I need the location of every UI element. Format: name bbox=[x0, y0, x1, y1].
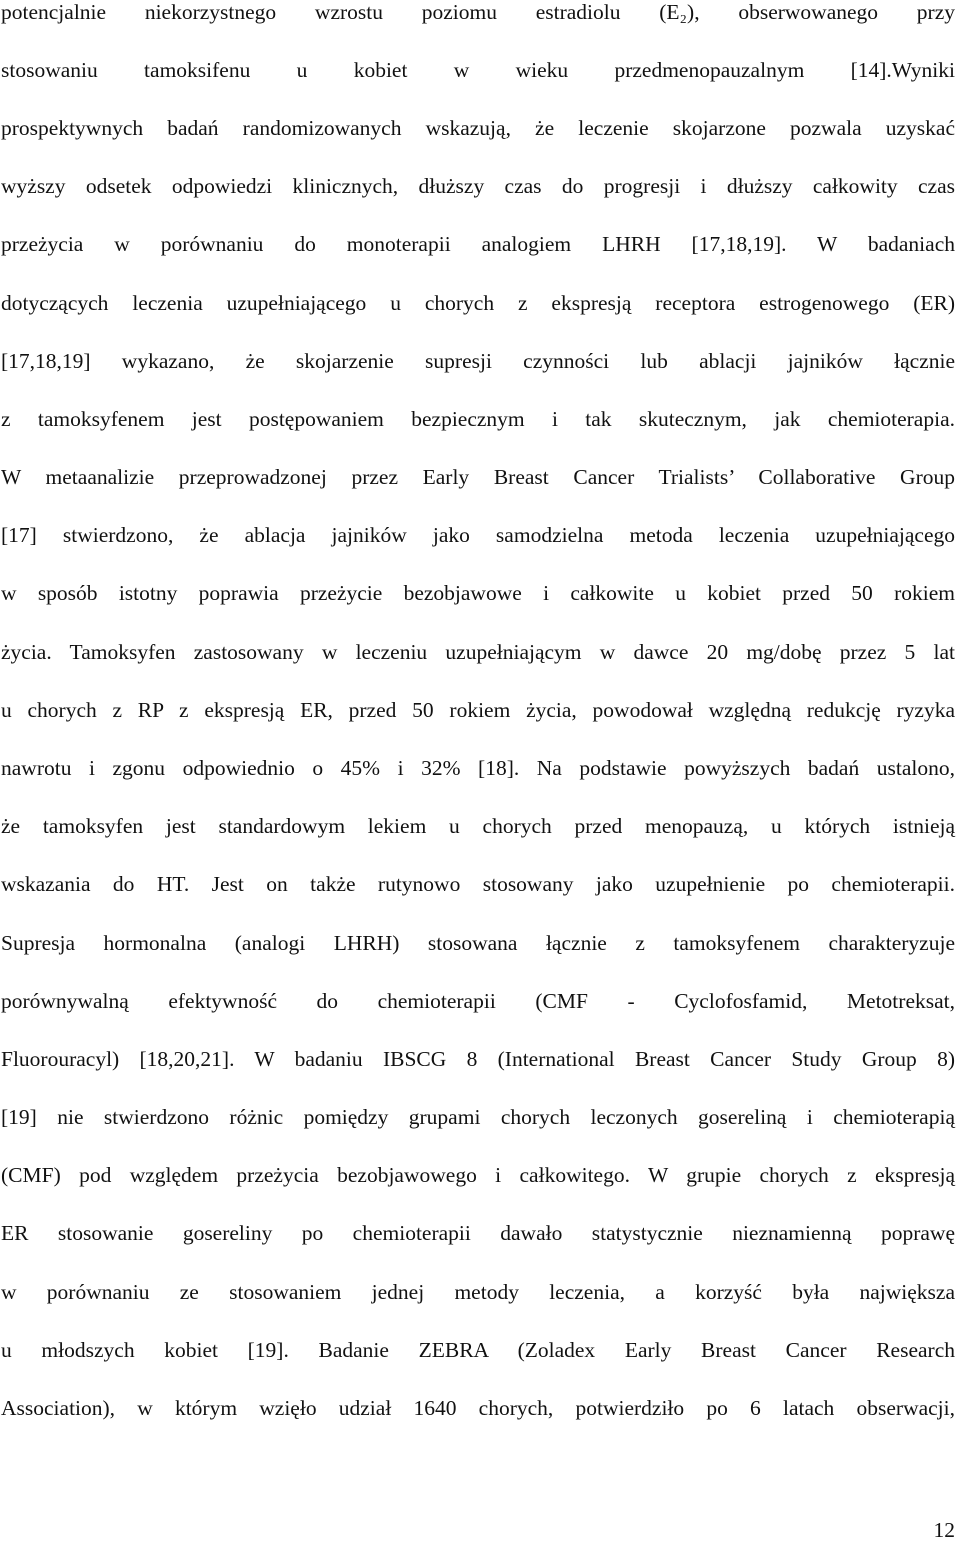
page-number: 12 bbox=[933, 1518, 955, 1542]
text-line: u chorych z RP z ekspresją ER, przed 50 rokiem życia, powodował względną redukcję ryzyka bbox=[1, 698, 955, 722]
text-line: z tamoksyfenem jest postępowaniem bezpiecznym i tak skutecznym, jak chemioterapia. bbox=[1, 407, 955, 431]
text-line: [17,18,19] wykazano, że skojarzenie supresji czynności lub ablacji jajników łącznie bbox=[1, 349, 955, 373]
text-line: przeżycia w porównaniu do monoterapii analogiem LHRH [17,18,19]. W badaniach bbox=[1, 232, 955, 256]
text-line: że tamoksyfen jest standardowym lekiem u chorych przed menopauzą, u których istnieją bbox=[1, 814, 955, 838]
text-line: stosowaniu tamoksifenu u kobiet w wieku przedmenopauzalnym [14].Wyniki bbox=[1, 58, 955, 82]
text-line: życia. Tamoksyfen zastosowany w leczeniu uzupełniającym w dawce 20 mg/dobę przez 5 lat bbox=[1, 640, 955, 664]
text-line: potencjalnie niekorzystnego wzrostu poziomu estradiolu (E₂), obserwowanego przy bbox=[1, 0, 955, 24]
text-line: wyższy odsetek odpowiedzi klinicznych, dłuższy czas do progresji i dłuższy całkowity czas bbox=[1, 174, 955, 198]
text-line: w sposób istotny poprawia przeżycie bezobjawowe i całkowite u kobiet przed 50 rokiem bbox=[1, 581, 955, 605]
text-line: wskazania do HT. Jest on także rutynowo stosowany jako uzupełnienie po chemioterapii. bbox=[1, 872, 955, 896]
text-line: [17] stwierdzono, że ablacja jajników jako samodzielna metoda leczenia uzupełniającego bbox=[1, 523, 955, 547]
text-line: Supresja hormonalna (analogi LHRH) stosowana łącznie z tamoksyfenem charakteryzuje bbox=[1, 931, 955, 955]
text-line: dotyczących leczenia uzupełniającego u chorych z ekspresją receptora estrogenowego (ER) bbox=[1, 291, 955, 315]
text-line: (CMF) pod względem przeżycia bezobjawowego i całkowitego. W grupie chorych z ekspresją bbox=[1, 1163, 955, 1187]
text-line: porównywalną efektywność do chemioterapii (CMF - Cyclofosfamid, Metotreksat, bbox=[1, 989, 955, 1013]
text-line: nawrotu i zgonu odpowiednio o 45% i 32% [18]. Na podstawie powyższych badań ustalono, bbox=[1, 756, 955, 780]
text-line: w porównaniu ze stosowaniem jednej metody leczenia, a korzyść była największa bbox=[1, 1280, 955, 1304]
text-line: ER stosowanie gosereliny po chemioterapii dawało statystycznie nieznamienną poprawę bbox=[1, 1221, 955, 1245]
text-line: [19] nie stwierdzono różnic pomiędzy grupami chorych leczonych gosereliną i chemioterapią bbox=[1, 1105, 955, 1129]
text-line: W metaanalizie przeprowadzonej przez Early Breast Cancer Trialists’ Collaborative Group bbox=[1, 465, 955, 489]
text-line: u młodszych kobiet [19]. Badanie ZEBRA (Zoladex Early Breast Cancer Research bbox=[1, 1338, 955, 1362]
text-line: Fluorouracyl) [18,20,21]. W badaniu IBSCG 8 (International Breast Cancer Study Group 8) bbox=[1, 1047, 955, 1071]
text-line: Association), w którym wzięło udział 1640 chorych, potwierdziło po 6 latach obserwacji, bbox=[1, 1396, 955, 1420]
text-line: prospektywnych badań randomizowanych wskazują, że leczenie skojarzone pozwala uzyskać bbox=[1, 116, 955, 140]
